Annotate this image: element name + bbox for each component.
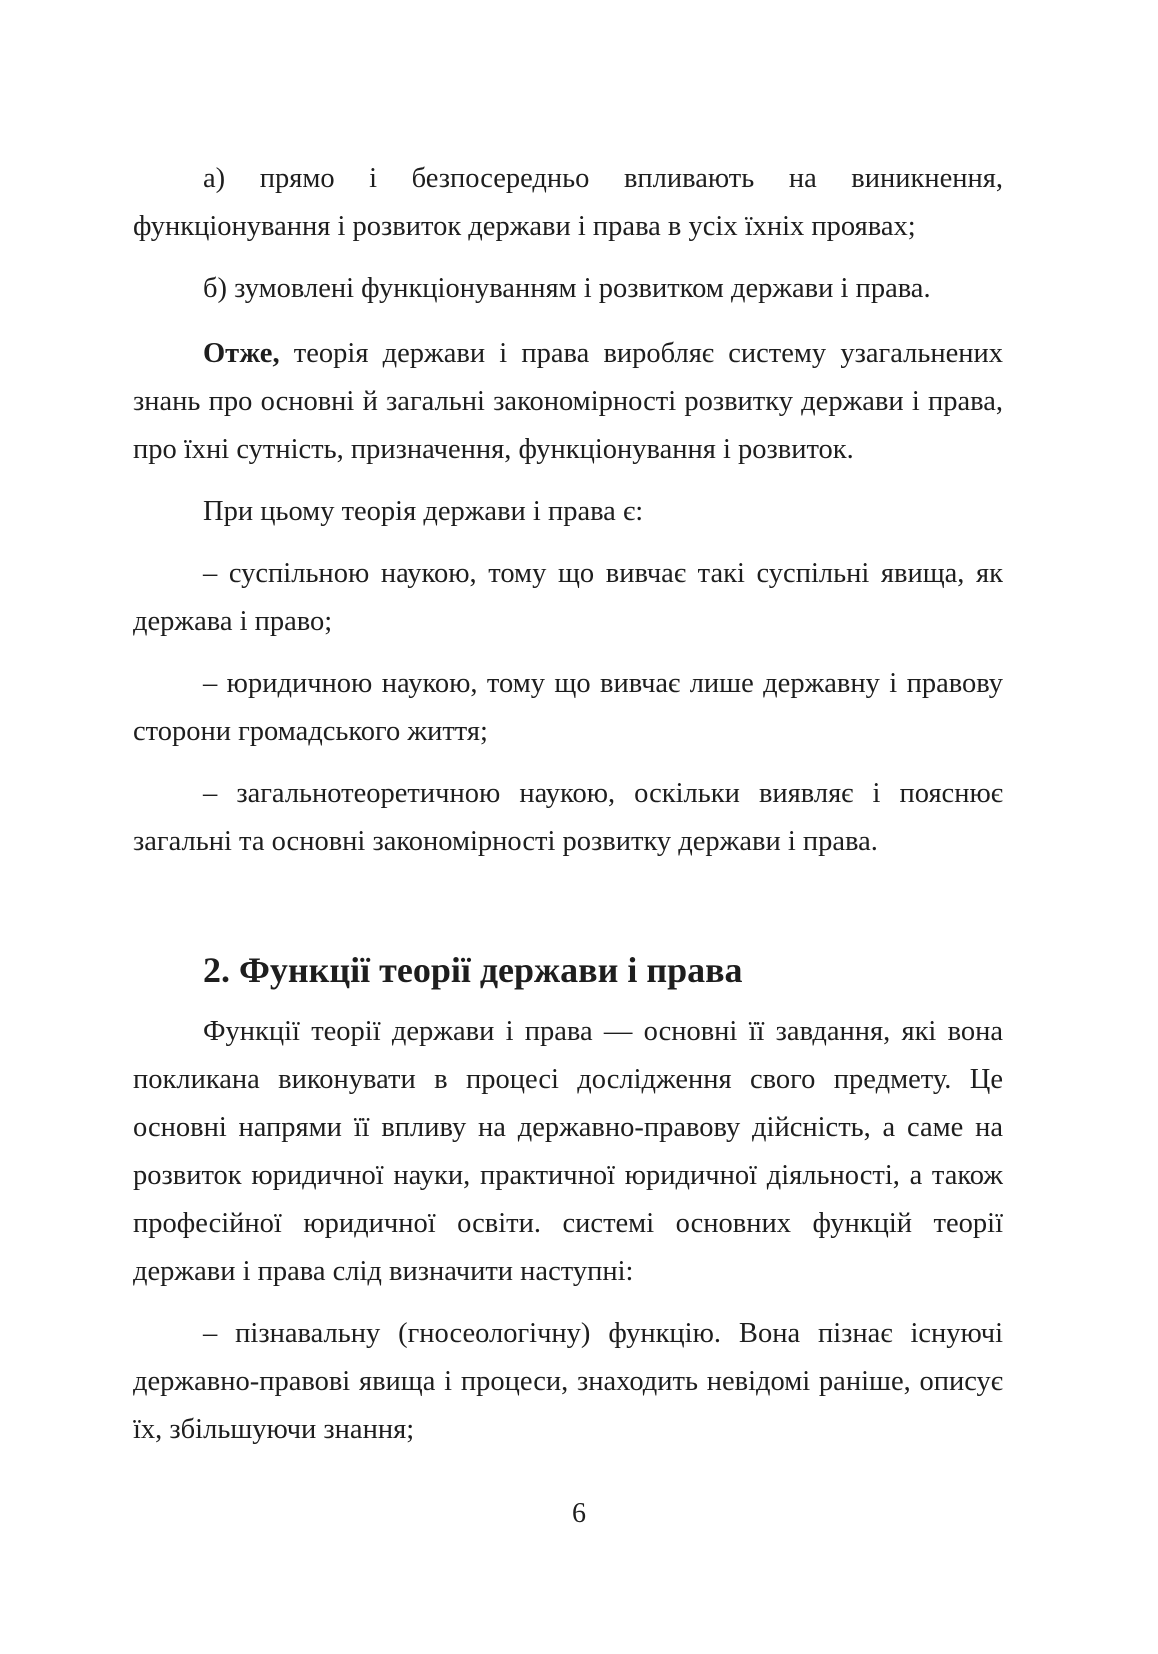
list-item-theoretical: – загальнотеоретичною наукою, оскільки виявляє і пояснює загальні та основні закономірності розвитку держави і права. (133, 778, 1003, 857)
therefore-bold-word: Отже, (203, 338, 280, 369)
paragraph-therefore (133, 330, 1003, 474)
section-paragraph-functions: Функції теорії держави і права — основні її завдання, які вона покликана виконувати в процесі дослідження свого предмету. Це основні напрями її впливу на державно-правову дійсність, а саме на розвиток юридичної науки, практичної юридичної діяльності, а також професійної юридичної освіти. системі основних функцій теорії держави і права слід визначити наступні: (133, 1016, 1003, 1287)
list-item-cognitive-function: – пізнавальну (гносеологічну) функцію. Вона пізнає існуючі державно-правові явища і процеси, знаходить невідомі раніше, описує їх, збільшуючи знання; (133, 1318, 1003, 1445)
list-item-legal: – юридичною наукою, тому що вивчає лише державну і правову сторони громадського життя; (133, 668, 1003, 747)
paragraph-a: а) прямо і безпосередньо впливають на виникнення, функціонування і розвиток держави і права в усіх їхніх проявах; (133, 163, 1003, 242)
list-item-social: – суспільною наукою, тому що вивчає такі суспільні явища, як держава і право; (133, 558, 1003, 637)
therefore-text: теорія держави і права виробляє систему узагальнених знань про основні й загальні закономірності розвитку держави і права, про їхні сутність, призначення, функціонування і розвиток. (133, 338, 1003, 465)
page-body (133, 155, 1003, 1454)
section-heading: 2. Функції теорії держави і права (203, 950, 743, 990)
page-number: 6 (572, 1498, 586, 1529)
paragraph-b: б) зумовлені функціонуванням і розвитком держави і права. (203, 273, 931, 304)
paragraph-intro-list: При цьому теорія держави і права є: (203, 496, 644, 527)
